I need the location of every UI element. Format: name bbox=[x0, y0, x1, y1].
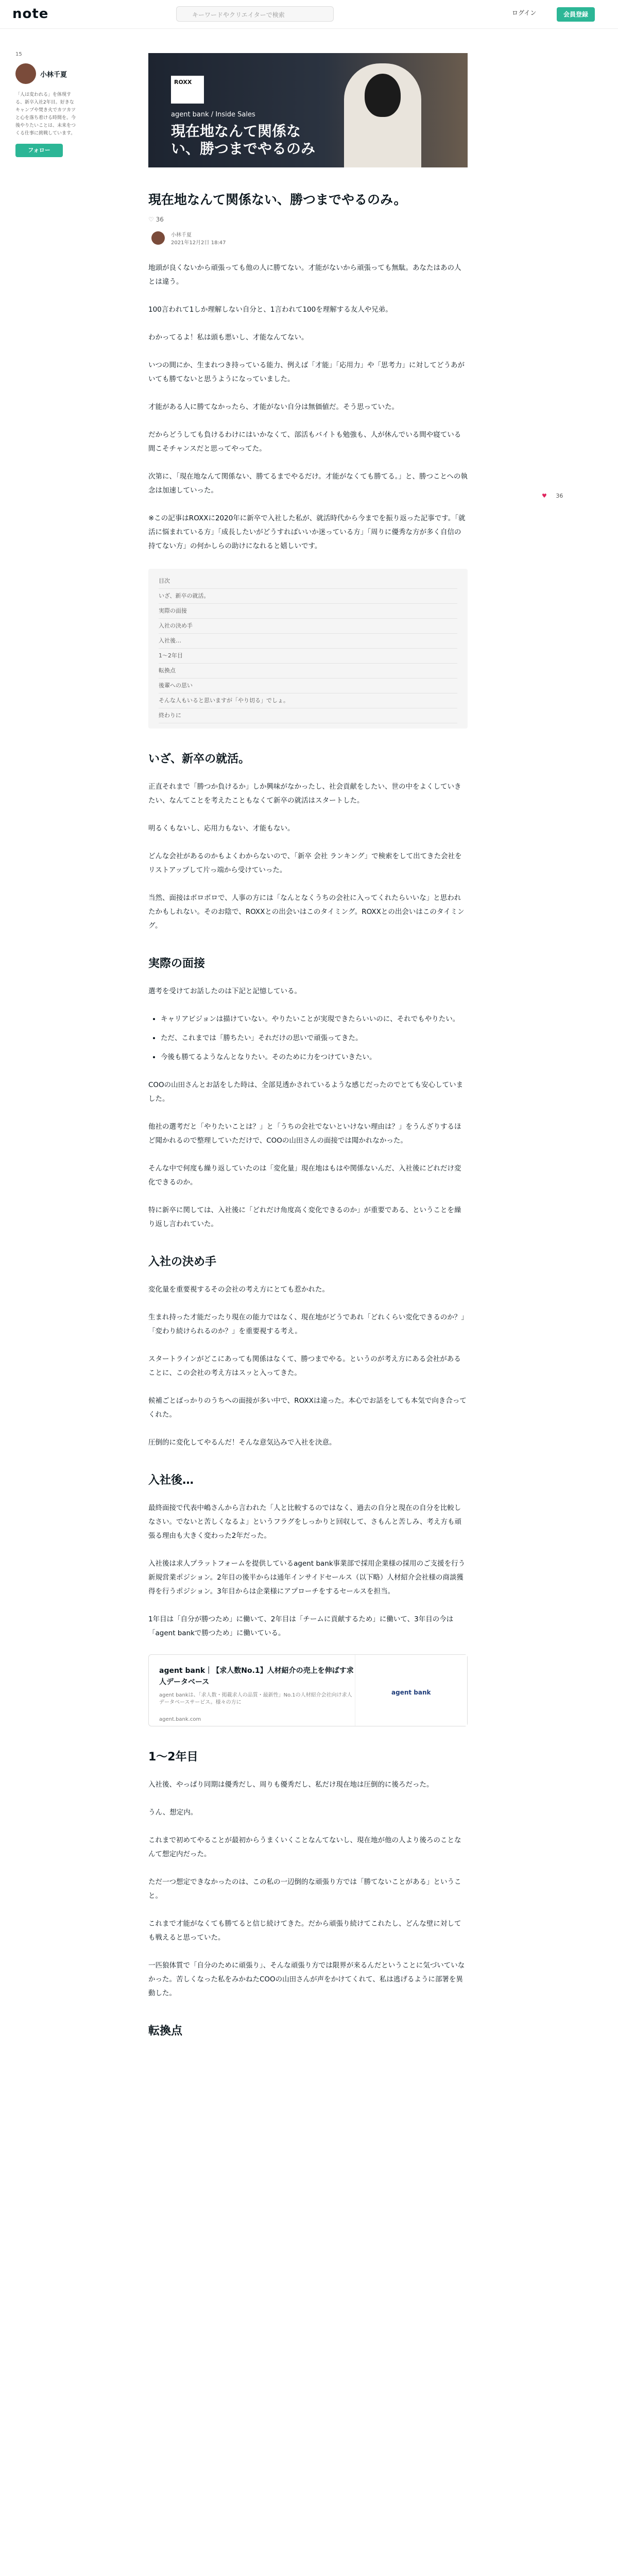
list-item: • ただ、これまでは「勝ちたい」それだけの思いで頑張ってきた。 bbox=[161, 1031, 468, 1045]
section-heading: いざ、新卒の就活。 bbox=[148, 753, 250, 766]
author-avatar[interactable] bbox=[15, 63, 36, 84]
heart-icon[interactable]: ♡ bbox=[148, 216, 154, 223]
paragraph: 正直それまで「勝つか負けるか」しか興味がなかったし、社会貢献をしたい、世の中をよくしていきたい、なんてことを考えたこともなくて新卒の就活はスタートした。 bbox=[148, 783, 461, 805]
table-of-contents bbox=[148, 569, 468, 728]
login-link[interactable]: ログイン bbox=[512, 9, 537, 16]
paragraph: いつの間にか、生まれつき持っている能力、例えば「才能」「応用力」や「思考力」に対してどうあがいても勝てないと思うようになっていました。 bbox=[148, 361, 465, 383]
paragraph: 一匹狼体質で「自分のために頑張り」、そんな頑張り方では限界が来るんだということに気づいていなかった。苦しくなった私をみかねたCOOの山田さんが声をかけてくれて、私は逃げるように部署を異動した。 bbox=[148, 1961, 465, 1997]
like-count[interactable] bbox=[148, 216, 468, 223]
article-title: 現在地なんて関係ない、勝つまでやるのみ。 bbox=[148, 192, 407, 207]
float-heart-icon[interactable]: ♥ bbox=[542, 493, 547, 499]
note-logo[interactable]: note bbox=[12, 6, 49, 22]
paragraph: 最終面接で代表中嶋さんから言われた「人と比較するのではなく、過去の自分と現在の自分を比較しなさい。でないと苦しくなるよ」というフラグをしっかりと回収して、さもんと苦しみ、考え方も頑張る理由も大きく変わった2年だった。 bbox=[148, 1504, 462, 1540]
list-item: • キャリアビジョンは描けていない。やりたいことが実現できたらいいのに、それでもやりたい。 bbox=[161, 1012, 468, 1026]
card-url[interactable]: agent.bank.com bbox=[159, 1717, 201, 1722]
card-thumbnail[interactable] bbox=[355, 1655, 467, 1726]
paragraph: 明るくもないし、応用力もない、才能もない。 bbox=[148, 824, 295, 833]
toc-label: 目次 bbox=[159, 574, 457, 589]
section-heading: 転換点 bbox=[148, 2025, 183, 2038]
meta-avatar[interactable] bbox=[151, 231, 165, 245]
paragraph: ただ一つ想定できなかったのは、この私の一辺倒的な頑張り方では「勝てないことがある」ということ。 bbox=[148, 1878, 461, 1900]
floating-actions bbox=[542, 493, 563, 499]
author-name[interactable]: 小林千夏 bbox=[40, 71, 67, 79]
paragraph: 圧倒的に変化してやるんだ！そんな意気込みで入社を決意。 bbox=[148, 1438, 336, 1447]
hero-subtitle: agent bank / Inside Sales bbox=[171, 111, 255, 118]
signup-button[interactable]: 会員登録 bbox=[557, 7, 595, 22]
toc-item[interactable]: 転換点 bbox=[159, 664, 457, 679]
meta-author[interactable]: 小林千夏 bbox=[171, 232, 192, 238]
paragraph: 入社後は求人プラットフォームを提供しているagent bank事業部で採用企業様の採用のご支援を行う新規営業ポジション。2年目の後半からは通年インサイドセールス（以下略）人材紹介会社様の商談獲得を行うポジション。3年目からは企業様にアプローチをするセールスを担当。 bbox=[148, 1560, 466, 1596]
card-brand: agent bank bbox=[391, 1689, 431, 1696]
section-heading: 入社後… bbox=[148, 1474, 194, 1487]
paragraph: これまで初めてやることが最初からうまくいくことなんてないし、現在地が他の人より後ろのことなんて想定内だった。 bbox=[148, 1836, 461, 1858]
paragraph: 次第に、「現在地なんて関係ない、勝てるまでやるだけ。才能がなくても勝てる。」と、勝つことへの執念は加速していった。 bbox=[148, 472, 468, 495]
paragraph: だからどうしても負けるわけにはいかなくて、部活もバイトも勉強も、人が休んでいる間や寝ている間こそチャンスだと思ってやってた。 bbox=[148, 431, 461, 453]
like-number: 36 bbox=[156, 216, 164, 223]
card-title[interactable]: agent bank｜【求人数No.1】人材紹介の売上を伸ばす求人データベース bbox=[159, 1667, 354, 1686]
author-sidebar bbox=[15, 52, 77, 157]
paragraph: そんな中で何度も繰り返していたのは「変化量」現在地はもはや関係ないんだ、入社後にどれだけ変化できるのか。 bbox=[148, 1164, 461, 1187]
toc-item[interactable]: 1〜2年目 bbox=[159, 649, 457, 664]
section-heading: 実際の面接 bbox=[148, 957, 205, 970]
paragraph: 選考を受けてお話したのは下記と記憶している。 bbox=[148, 987, 301, 995]
paragraph: COOの山田さんとお話をした時は、全部見透かされているような感じだったのでとても安心していました。 bbox=[148, 1081, 464, 1103]
paragraph: 他社の選考だと「やりたいことは？」と「うちの会社でないといけない理由は？」をうんざりするほど聞かれるので整理していただけで、COOの山田さんの面接では聞かれなかった。 bbox=[148, 1123, 461, 1145]
article-main bbox=[148, 53, 468, 2052]
bullet-list bbox=[161, 1012, 468, 1064]
search-input[interactable]: キーワードやクリエイターで検索 bbox=[176, 6, 334, 22]
hero-image bbox=[148, 53, 468, 167]
paragraph: これまで才能がなくても勝てると信じ続けてきた。だから頑張り続けてこれたし、どんな壁に対しても戦えると思っていた。 bbox=[148, 1920, 461, 1942]
paragraph: ※この記事はROXXに2020年に新卒で入社した私が、就活時代から今までを振り返った記事です。「就活に悩まれている方」「成長したいがどうすればいいか迷っている方」「周りに優秀な方が多く自信の持てない方」の何かしらの助けになれると嬉しいです。 bbox=[148, 514, 466, 550]
paragraph: 特に新卒に関しては、入社後に「どれだけ角度高く変化できるのか」が重要である、ということを繰り返し言われていた。 bbox=[148, 1206, 461, 1228]
paragraph: わかってるよ！私は頭も悪いし、才能なんてない。 bbox=[148, 333, 308, 342]
paragraph: どんな会社があるのかもよくわからないので、「新卒 会社 ランキング」で検索をして出てきた会社をリストアップして片っ端から受けていった。 bbox=[148, 852, 462, 874]
author-bio: 「人は変われる」を体現する、新卒入社2年目。好きなキャンプや焚き火でカツカツと心を落ち着ける時間を。今後やりたいことは、未来をつくる仕事に挑戦しています。 bbox=[15, 92, 76, 136]
section-heading: 入社の決め手 bbox=[148, 1256, 217, 1268]
paragraph: 生まれ持った才能だったり現在の能力ではなく、現在地がどうであれ「どれくらい変化できるのか？」「変わり続けられるのか？」を重要視する考え。 bbox=[148, 1313, 465, 1335]
follow-button[interactable]: フォロー bbox=[15, 144, 63, 157]
paragraph: 才能がある人に勝てなかったら、才能がない自分は無価値だ。そう思っていた。 bbox=[148, 403, 399, 411]
meta-date: 2021年12月2日 18:47 bbox=[171, 240, 226, 246]
link-card[interactable] bbox=[148, 1654, 468, 1726]
list-item: • 今後も勝てるようなんとなりたい。そのために力をつけていきたい。 bbox=[161, 1050, 468, 1064]
paragraph: 変化量を重要視するその会社の考え方にとても惹かれた。 bbox=[148, 1285, 329, 1294]
toc-item[interactable]: そんな人もいると思いますが「やり切る」でしょ。 bbox=[159, 693, 457, 708]
float-like-count: 36 bbox=[556, 493, 563, 499]
paragraph: 入社後、やっぱり同期は優秀だし、周りも優秀だし、私だけ現在地は圧倒的に後ろだった。 bbox=[148, 1781, 434, 1789]
hero-headline: 現在地なんて関係ない、勝つまでやるのみ bbox=[171, 123, 316, 157]
person-head bbox=[365, 74, 401, 117]
article-meta bbox=[148, 230, 468, 246]
section-heading: 1〜2年目 bbox=[148, 1751, 198, 1764]
toc-item[interactable]: 入社の決め手 bbox=[159, 619, 457, 634]
roxx-badge: ROXX bbox=[171, 76, 204, 104]
toc-item[interactable]: 実際の面接 bbox=[159, 604, 457, 619]
paragraph: うん、想定内。 bbox=[148, 1808, 198, 1817]
site-header bbox=[0, 0, 618, 29]
paragraph: 地頭が良くないから頑張っても他の人に勝てない。才能がないから頑張っても無駄。あなたはあの人とは違う。 bbox=[148, 264, 461, 286]
card-desc: agent bankは、「求人数・掲載求人の品質・最新性」No.1の人材紹介会社向け求人データベースサービス。様々の方に bbox=[159, 1692, 352, 1705]
paragraph: 候補ごとばっかりのうちへの面接が多い中で、ROXXは違った。本心でお話をしても本気で向き合ってくれた。 bbox=[148, 1397, 467, 1419]
toc-item[interactable]: 終わりに bbox=[159, 708, 457, 723]
paragraph: 100言われて1しか理解しない自分と、1言われて100を理解する友人や兄弟。 bbox=[148, 306, 392, 314]
paragraph: 当然、面接はボロボロで、人事の方には「なんとなくうちの会社に入ってくれたらいいな」と思われたかもしれない。そのお陰で、ROXXとの出会いはこのタイミング。ROXXとの出会いはこのタイミング。 bbox=[148, 894, 465, 930]
sidebar-label: 15 bbox=[15, 52, 22, 57]
toc-item[interactable]: 入社後… bbox=[159, 634, 457, 649]
paragraph: スタートラインがどこにあっても関係はなくて、勝つまでやる。というのが考え方にある会社があることに、この会社の考え方はスッと入ってきた。 bbox=[148, 1355, 461, 1377]
toc-item[interactable]: いざ、新卒の就活。 bbox=[159, 589, 457, 604]
paragraph: 1年目は「自分が勝つため」に働いて、2年目は「チームに貢献するため」に働いて、3年目の今は「agent bankで勝つため」に働いている。 bbox=[148, 1615, 454, 1637]
article-body bbox=[148, 261, 468, 2040]
toc-item[interactable]: 後輩への思い bbox=[159, 679, 457, 693]
